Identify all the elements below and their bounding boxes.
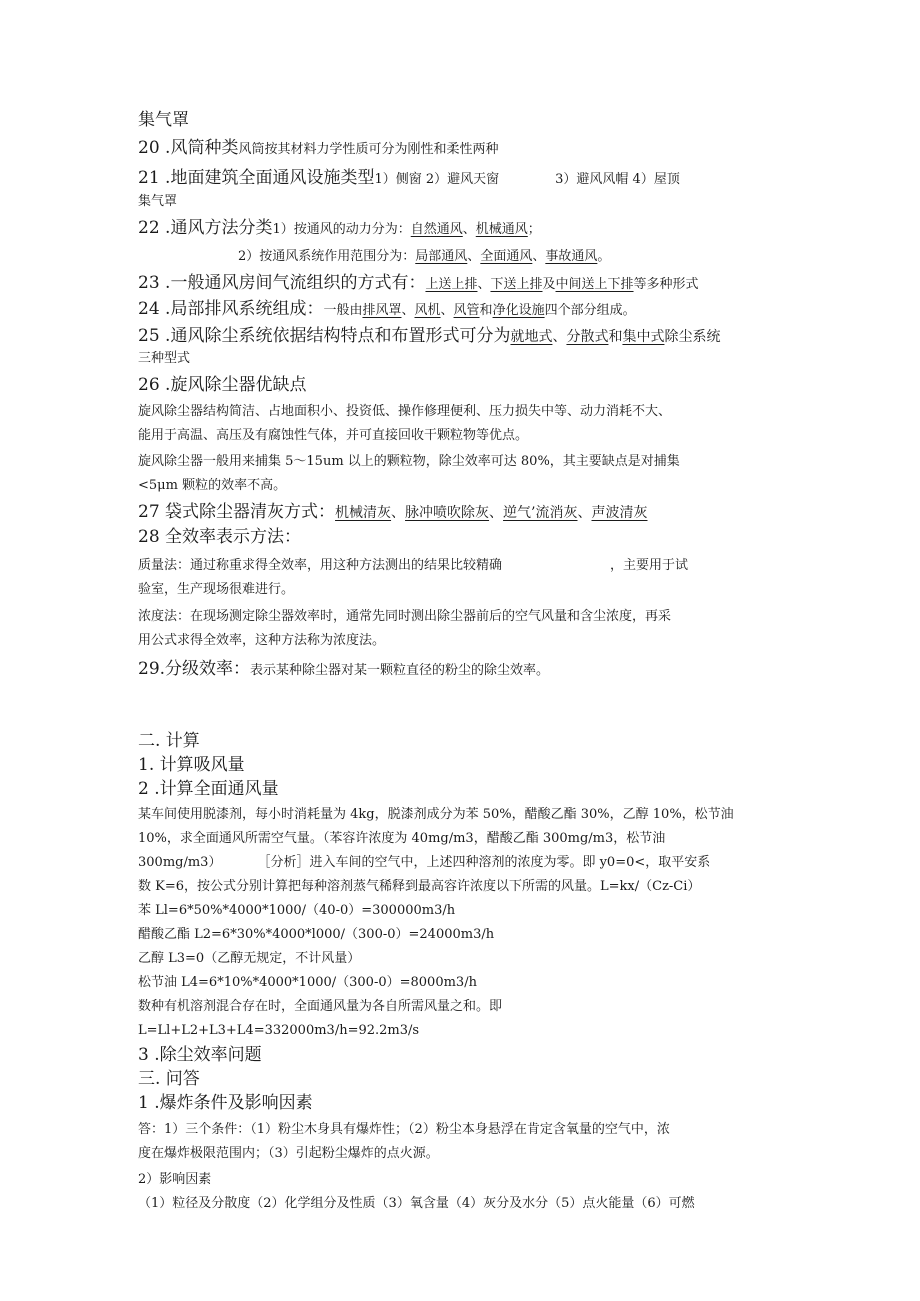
mechanical-ventilation: 机械通风	[475, 222, 528, 237]
reverse-air-cleaning: 逆气’流消灰	[503, 505, 578, 521]
sonic-cleaning: 声波清灰	[591, 505, 648, 521]
sep: 、	[467, 249, 481, 264]
item-28-p1a	[138, 554, 788, 578]
item-25-cont: 三种型式	[138, 351, 191, 366]
local-ventilation: 局部通风	[415, 249, 468, 264]
calc-2-p10: L=Ll+L2+L3+L4=332000m3/h=92.2m3/s	[138, 1023, 420, 1038]
item-20-heading: 20 .风筒种类	[138, 138, 239, 158]
purifier: 净化设施	[492, 303, 545, 318]
sep: 、	[532, 249, 546, 264]
item-22-b	[138, 244, 788, 269]
calc-3-heading: 3 .除尘效率问题	[138, 1045, 262, 1065]
item-20-body: 风筒按其材料力学性质可分为刚性和柔性两种	[238, 142, 499, 157]
sep: ；	[527, 222, 541, 237]
item-28-p2a: 浓度法：在现场测定除尘器效率时，通常先同时测出除尘器前后的空气风量和含尘浓度，再采	[138, 609, 672, 624]
item-23	[138, 271, 788, 297]
calc-2-p3b: ［分析］进入车间的空气中，上述四种溶剂的浓度为零。即 y0=0<，取平安系	[257, 855, 711, 870]
distributed-type: 分散式	[566, 329, 609, 345]
calc-2-p7: 乙醇 L3=0（乙醇无规定，不计风量）	[138, 951, 361, 966]
sep: 、	[577, 505, 592, 521]
general-ventilation: 全面通风	[480, 249, 533, 264]
question-1-p1a: 答：1）三个条件：（1）粉尘木身具有爆炸性；（2）粉尘本身悬浮在肯定含氧量的空气中，浓	[138, 1122, 670, 1137]
sep: 、	[462, 222, 476, 237]
sep: 、	[391, 505, 406, 521]
item-21-cont: 集气罩	[138, 194, 178, 209]
item-26-p1a: 旋风除尘器结构简洁、占地面积小、投资低、操作修理便利、压力损失中等、动力消耗不大、	[138, 404, 672, 419]
document-page	[138, 108, 788, 1211]
calc-2-p1: 某车间使用脱漆剂，每小时消耗量为 4kg，脱漆剂成分为苯 50%，醋酸乙酯 30%，乙醇 10%，松节油	[138, 807, 734, 822]
item-29-body: 表示某种除尘器对某一颗粒直径的粉尘的除尘效率。	[250, 663, 550, 678]
line-collector-hood: 集气罩	[138, 110, 189, 130]
item-23-tail: 等多种形式	[633, 277, 699, 292]
sep: 。	[597, 249, 611, 264]
item-22-b-label: 2）按通风系统作用范围分为：	[238, 249, 416, 264]
sep: 及	[542, 277, 556, 292]
airflow-bottom-in-top-out: 下送上排	[490, 277, 543, 292]
pulse-jet-cleaning: 脉冲喷吹除灰	[405, 505, 490, 521]
item-22-a-label: 1）按通风的动力分为：	[272, 222, 411, 237]
item-22-heading: 22 .通风方法分类	[138, 218, 273, 238]
item-21-part-b: 3）避风风帽 4）屋顶	[555, 172, 680, 187]
item-21-part-a: 1）侧窗 2）避风天窗	[374, 172, 500, 187]
item-29	[138, 657, 788, 683]
airflow-top-in-top-out: 上送上排	[425, 277, 478, 292]
duct: 风管	[453, 303, 480, 318]
item-24-heading: 24 .局部排风系统组成：	[138, 299, 324, 319]
exhaust-hood: 排风罩	[362, 303, 402, 318]
sep: 、	[552, 329, 567, 345]
item-24-tail: 四个部分组成。	[544, 303, 636, 318]
sep: 和	[608, 329, 623, 345]
item-25	[138, 324, 788, 349]
local-type: 就地式	[510, 329, 553, 345]
item-26-p1b: 能用于高温、高压及有腐蚀性气体，并可直接回收干颗粒物等优点。	[138, 428, 529, 443]
sep: 、	[401, 303, 415, 318]
calc-2-heading: 2 .计算全面通风量	[138, 779, 279, 799]
item-26-heading: 26 .旋风除尘器优缺点	[138, 375, 307, 395]
item-26-p2b: <5μm 颗粒的效率不高。	[138, 478, 287, 493]
mechanical-cleaning: 机械清灰	[335, 505, 392, 521]
calc-2-p5: 苯 Ll=6*50%*4000*1000/（40-0）=300000m3/h	[138, 903, 456, 918]
item-21-heading: 21 .地面建筑全面通风设施类型	[138, 168, 375, 188]
item-28-heading: 28 全效率表示方法：	[138, 527, 302, 547]
item-27-heading: 27 袋式除尘器清灰方式：	[138, 502, 336, 522]
sep: 、	[489, 505, 504, 521]
calc-2-p8: 松节油 L4=6*10%*4000*1000/（300-0）=8000m3/h	[138, 975, 477, 990]
calc-2-p3a: 300mg/m3）	[138, 855, 222, 870]
calc-2-p9: 数种有机溶剂混合存在时，全面通风量为各自所需风量之和。即	[138, 999, 503, 1014]
item-28-p2b: 用公式求得全效率，这种方法称为浓度法。	[138, 633, 386, 648]
item-23-heading: 23 .一般通风房间气流组织的方式有：	[138, 273, 426, 293]
mass-method-text-b: ，主要用于试	[610, 558, 689, 573]
question-1-heading: 1 .爆炸条件及影响因素	[138, 1093, 313, 1113]
airflow-middle-in: 中间送上下排	[555, 277, 634, 292]
question-1-p3: （1）粒径及分散度（2）化学组分及性质（3）氧含量（4）灰分及水分（5）点火能量（6）可燃	[138, 1196, 695, 1211]
question-1-p2: 2）影响因素	[138, 1172, 212, 1187]
item-22	[138, 216, 788, 242]
natural-ventilation: 自然通风	[410, 222, 463, 237]
calc-2-p2: 10%，求全面通风所需空气量。（苯容许浓度为 40mg/m3，醋酸乙酯 300mg/m3，松节油	[138, 831, 666, 846]
mass-method-text: 质量法：通过称重求得全效率，用这种方法测出的结果比较精确	[138, 558, 503, 573]
item-20	[138, 136, 788, 162]
item-29-heading: 29.分级效率：	[138, 659, 251, 679]
section-3-heading: 三. 问答	[138, 1069, 200, 1089]
sep: 、	[477, 277, 491, 292]
section-2-heading: 二. 计算	[138, 731, 200, 751]
item-28-p1c: 验室，生产现场很难进行。	[138, 582, 295, 597]
question-1-p1b: 度在爆炸极限范围内；（3）引起粉尘爆炸的点火源。	[138, 1146, 439, 1161]
item-27	[138, 500, 788, 525]
calc-2-p4: 数 K=6，按公式分别计算把每种溶剂蒸气稀释到最高容许浓度以下所需的风量。L=kx/（Cz-Ci）	[138, 879, 701, 894]
item-26-p2a: 旋风除尘器一般用来捕集 5～15um 以上的颗粒物，除尘效率可达 80%，其主要缺点是对捕集	[138, 454, 680, 469]
centralized-type: 集中式	[622, 329, 665, 345]
item-25-heading: 25 .通风除尘系统依据结构特点和布置形式可分为	[138, 326, 511, 346]
calc-1-heading: 1. 计算吸风量	[138, 755, 245, 775]
fan: 风机	[414, 303, 441, 318]
sep: 和	[479, 303, 493, 318]
item-24-a: 一般由	[323, 303, 363, 318]
item-24	[138, 297, 788, 323]
item-21	[138, 166, 788, 192]
calc-2-p3	[138, 851, 788, 875]
item-25-tail: 除尘系统	[664, 329, 721, 345]
calc-2-p6: 醋酸乙酯 L2=6*30%*4000*l000/（300-0）=24000m3/h	[138, 927, 495, 942]
accident-ventilation: 事故通风	[545, 249, 598, 264]
sep: 、	[440, 303, 454, 318]
